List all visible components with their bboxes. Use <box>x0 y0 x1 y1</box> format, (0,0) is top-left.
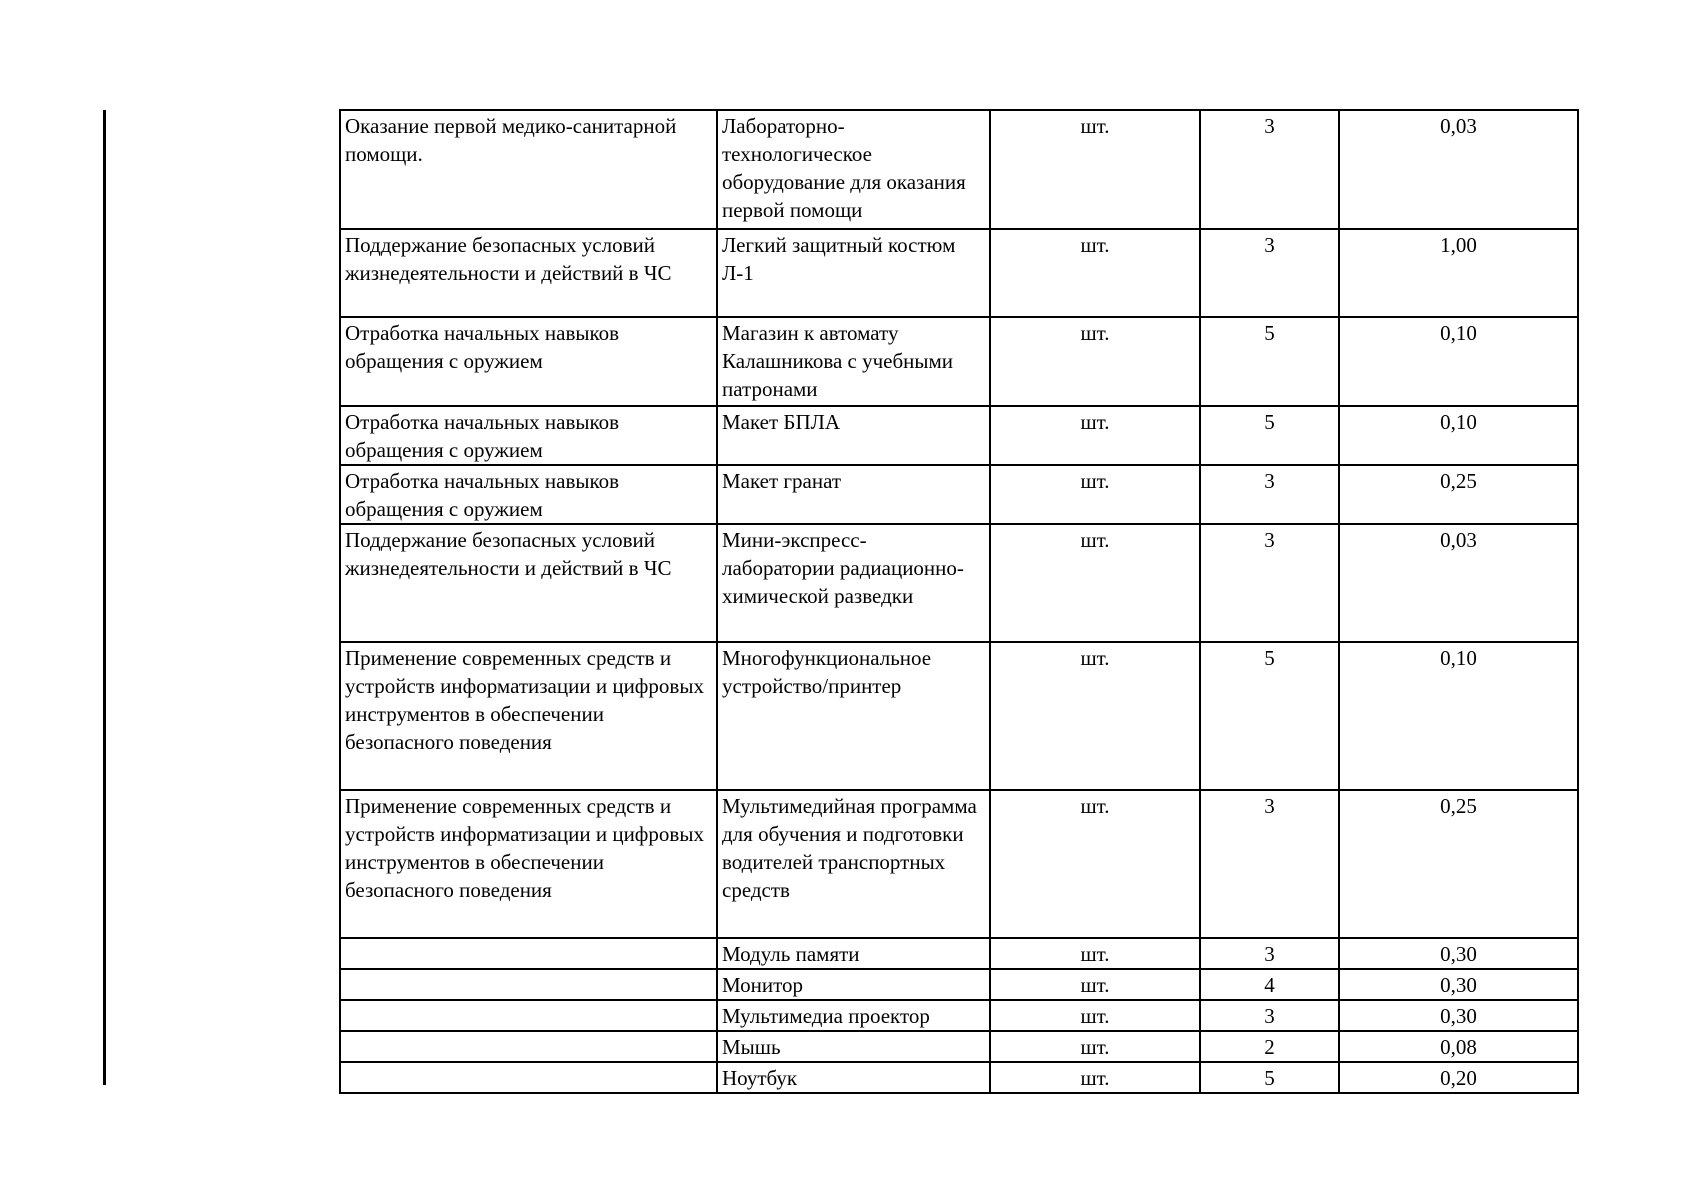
unit-cell <box>990 406 1200 465</box>
unit-cell <box>990 110 1200 229</box>
purpose-cell <box>340 524 717 642</box>
item-cell <box>717 938 990 969</box>
purpose-cell <box>340 938 717 969</box>
unit-cell-text: шт. <box>1080 410 1110 434</box>
purpose-cell-text: Применение современных средств и устройств информатизации и цифровых инструментов в обеспечении безопасного поведения <box>345 794 704 902</box>
coefficient-cell <box>1339 790 1578 938</box>
coefficient-cell <box>1339 110 1578 229</box>
quantity-cell-text: 3 <box>1264 114 1275 138</box>
purpose-cell-text: Отработка начальных навыков обращения с оружием <box>345 321 620 373</box>
purpose-cell <box>340 1062 717 1093</box>
item-cell <box>717 465 990 524</box>
unit-cell <box>990 969 1200 1000</box>
unit-cell-text: шт. <box>1080 1035 1110 1059</box>
quantity-cell <box>1200 790 1339 938</box>
unit-cell <box>990 1000 1200 1031</box>
item-cell <box>717 969 990 1000</box>
unit-cell <box>990 317 1200 406</box>
item-cell-text: Легкий защитный костюм Л-1 <box>722 233 956 285</box>
purpose-cell-text: Поддержание безопасных условий жизнедеятельности и действий в ЧС <box>345 528 672 580</box>
item-cell <box>717 317 990 406</box>
purpose-cell <box>340 406 717 465</box>
coefficient-cell-text: 0,30 <box>1440 942 1477 966</box>
item-cell <box>717 1062 990 1093</box>
coefficient-cell-text: 0,20 <box>1440 1066 1477 1090</box>
table-row <box>340 406 1578 465</box>
coefficient-cell <box>1339 1062 1578 1093</box>
coefficient-cell <box>1339 524 1578 642</box>
item-cell <box>717 1000 990 1031</box>
coefficient-cell <box>1339 229 1578 317</box>
unit-cell <box>990 938 1200 969</box>
quantity-cell-text: 3 <box>1264 942 1275 966</box>
unit-cell-text: шт. <box>1080 1004 1110 1028</box>
unit-cell <box>990 229 1200 317</box>
quantity-cell-text: 5 <box>1264 1066 1275 1090</box>
coefficient-cell <box>1339 317 1578 406</box>
coefficient-cell <box>1339 406 1578 465</box>
coefficient-cell-text: 0,03 <box>1440 114 1477 138</box>
quantity-cell-text: 5 <box>1264 321 1275 345</box>
unit-cell-text: шт. <box>1080 114 1110 138</box>
quantity-cell-text: 5 <box>1264 646 1275 670</box>
quantity-cell <box>1200 642 1339 790</box>
purpose-cell <box>340 1031 717 1062</box>
coefficient-cell-text: 0,03 <box>1440 528 1477 552</box>
coefficient-cell <box>1339 642 1578 790</box>
quantity-cell-text: 4 <box>1264 973 1275 997</box>
purpose-cell <box>340 642 717 790</box>
quantity-cell <box>1200 406 1339 465</box>
unit-cell-text: шт. <box>1080 233 1110 257</box>
unit-cell-text: шт. <box>1080 1066 1110 1090</box>
coefficient-cell-text: 1,00 <box>1440 233 1477 257</box>
purpose-cell <box>340 317 717 406</box>
coefficient-cell-text: 0,25 <box>1440 469 1477 493</box>
table-row <box>340 642 1578 790</box>
coefficient-cell <box>1339 1031 1578 1062</box>
purpose-cell <box>340 790 717 938</box>
table-row <box>340 524 1578 642</box>
quantity-cell-text: 3 <box>1264 1004 1275 1028</box>
table-row <box>340 110 1578 229</box>
unit-cell-text: шт. <box>1080 794 1110 818</box>
purpose-cell <box>340 969 717 1000</box>
table-row <box>340 317 1578 406</box>
unit-cell-text: шт. <box>1080 528 1110 552</box>
coefficient-cell-text: 0,10 <box>1440 646 1477 670</box>
item-cell <box>717 229 990 317</box>
unit-cell-text: шт. <box>1080 321 1110 345</box>
purpose-cell-text: Отработка начальных навыков обращения с оружием <box>345 469 620 521</box>
item-cell-text: Магазин к автомату Калашникова с учебными патронами <box>722 321 954 401</box>
table-row <box>340 229 1578 317</box>
coefficient-cell <box>1339 938 1578 969</box>
coefficient-cell-text: 0,30 <box>1440 973 1477 997</box>
item-cell-text: Монитор <box>722 973 804 997</box>
item-cell <box>717 406 990 465</box>
unit-cell <box>990 1062 1200 1093</box>
coefficient-cell <box>1339 969 1578 1000</box>
quantity-cell-text: 5 <box>1264 410 1275 434</box>
coefficient-cell <box>1339 465 1578 524</box>
purpose-cell <box>340 229 717 317</box>
quantity-cell <box>1200 969 1339 1000</box>
quantity-cell-text: 3 <box>1264 469 1275 493</box>
item-cell-text: Мышь <box>722 1035 781 1059</box>
unit-cell <box>990 790 1200 938</box>
table-row <box>340 938 1578 969</box>
purpose-cell <box>340 1000 717 1031</box>
table-row <box>340 969 1578 1000</box>
purpose-cell <box>340 465 717 524</box>
quantity-cell <box>1200 229 1339 317</box>
unit-cell-text: шт. <box>1080 469 1110 493</box>
unit-cell <box>990 465 1200 524</box>
quantity-cell <box>1200 1062 1339 1093</box>
equipment-table-body <box>340 110 1578 1093</box>
quantity-cell <box>1200 938 1339 969</box>
quantity-cell <box>1200 110 1339 229</box>
unit-cell-text: шт. <box>1080 646 1110 670</box>
purpose-cell-text: Применение современных средств и устройств информатизации и цифровых инструментов в обеспечении безопасного поведения <box>345 646 704 754</box>
item-cell-text: Макет БПЛА <box>722 410 841 434</box>
item-cell <box>717 790 990 938</box>
quantity-cell <box>1200 1000 1339 1031</box>
unit-cell <box>990 1031 1200 1062</box>
unit-cell-text: шт. <box>1080 973 1110 997</box>
item-cell-text: Многофункциональное устройство/принтер <box>722 646 932 698</box>
item-cell-text: Мини-экспресс- лаборатории радиационно- химической разведки <box>722 528 964 608</box>
unit-cell <box>990 642 1200 790</box>
coefficient-cell-text: 0,10 <box>1440 410 1477 434</box>
item-cell-text: Макет гранат <box>722 469 842 493</box>
item-cell-text: Ноутбук <box>722 1066 798 1090</box>
table-row <box>340 465 1578 524</box>
quantity-cell <box>1200 1031 1339 1062</box>
item-cell <box>717 1031 990 1062</box>
item-cell-text: Модуль памяти <box>722 942 860 966</box>
item-cell <box>717 642 990 790</box>
item-cell <box>717 110 990 229</box>
table-row <box>340 1000 1578 1031</box>
coefficient-cell-text: 0,10 <box>1440 321 1477 345</box>
quantity-cell-text: 3 <box>1264 794 1275 818</box>
purpose-cell-text: Поддержание безопасных условий жизнедеятельности и действий в ЧС <box>345 233 672 285</box>
unit-cell <box>990 524 1200 642</box>
item-cell-text: Мультимедийная программа для обучения и подготовки водителей транспортных средств <box>722 794 977 902</box>
quantity-cell <box>1200 465 1339 524</box>
table-row <box>340 790 1578 938</box>
coefficient-cell-text: 0,25 <box>1440 794 1477 818</box>
quantity-cell <box>1200 317 1339 406</box>
item-cell-text: Лабораторно- технологическое оборудование для оказания первой помощи <box>722 114 966 222</box>
unit-cell-text: шт. <box>1080 942 1110 966</box>
table-row <box>340 1031 1578 1062</box>
item-cell-text: Мультимедиа проектор <box>722 1004 930 1028</box>
quantity-cell-text: 2 <box>1264 1035 1275 1059</box>
coefficient-cell <box>1339 1000 1578 1031</box>
purpose-cell-text: Оказание первой медико-санитарной помощи. <box>345 114 677 166</box>
item-cell <box>717 524 990 642</box>
table-row <box>340 1062 1578 1093</box>
quantity-cell-text: 3 <box>1264 233 1275 257</box>
quantity-cell <box>1200 524 1339 642</box>
equipment-table <box>339 109 1579 1094</box>
purpose-cell-text: Отработка начальных навыков обращения с оружием <box>345 410 620 462</box>
quantity-cell-text: 3 <box>1264 528 1275 552</box>
left-margin-rule <box>103 110 106 1085</box>
coefficient-cell-text: 0,08 <box>1440 1035 1477 1059</box>
coefficient-cell-text: 0,30 <box>1440 1004 1477 1028</box>
purpose-cell <box>340 110 717 229</box>
